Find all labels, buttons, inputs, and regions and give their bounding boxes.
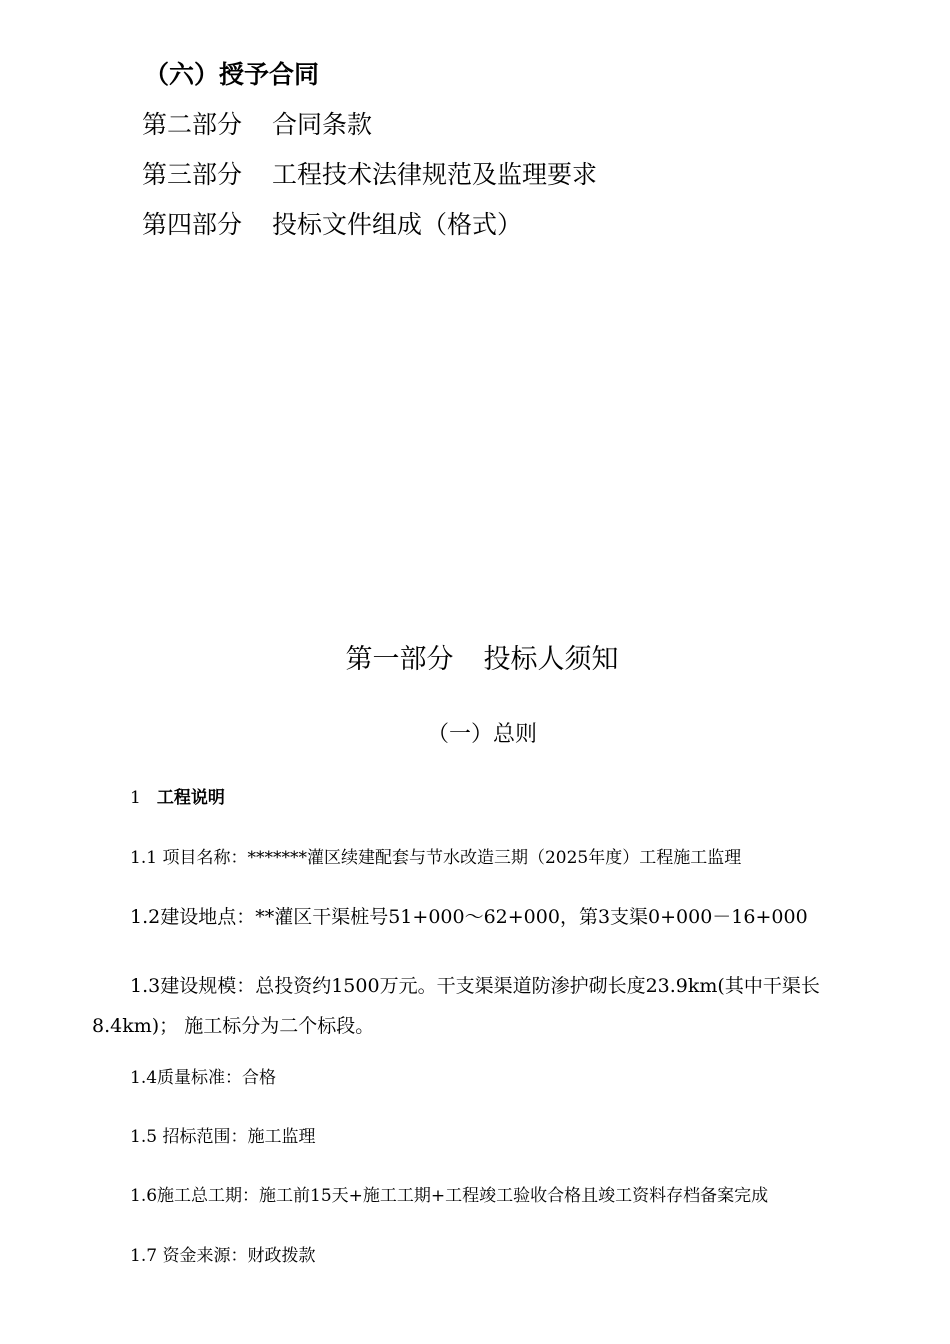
part-one-title <box>0 646 950 673</box>
subsection-heading <box>130 790 225 807</box>
toc-heading: （六）授予合同 <box>144 60 320 89</box>
toc-entry-title: 投标文件组成（格式） <box>272 210 523 239</box>
toc-entry-title: 合同条款 <box>272 110 373 139</box>
item-funding: 1.7 资金来源：财政拨款 <box>130 1246 316 1266</box>
item-scale: 1.3建设规模：总投资约1500万元。干支渠渠道防渗护砌长度23.9km(其中干渠长8.4km)； 施工标分为二个标段。 <box>92 975 820 1037</box>
item-scope: 1.5 招标范围：施工监理 <box>130 1127 316 1147</box>
part-one-label: 第一部分 <box>345 644 454 675</box>
toc-entry-part-label: 第四部分 <box>142 210 243 239</box>
toc-entry-part-label: 第三部分 <box>142 160 243 189</box>
item-location: 1.2建设地点：**灌区干渠桩号51+000～62+000，第3支渠0+000－16+000 <box>130 906 808 928</box>
toc-entry-part-label: 第二部分 <box>142 110 243 139</box>
toc-entry-part-three <box>142 162 597 187</box>
part-one-name: 投标人须知 <box>483 644 619 675</box>
toc-entry-title: 工程技术法律规范及监理要求 <box>272 160 598 189</box>
section-general-title: （一）总则 <box>426 722 537 747</box>
toc-entry-part-four <box>142 212 522 237</box>
item-duration: 1.6施工总工期：施工前15天+施工工期+工程竣工验收合格且竣工资料存档备案完成 <box>130 1186 769 1206</box>
item-project-name: 1.1 项目名称：*******灌区续建配套与节水改造三期（2025年度）工程施工监理 <box>130 848 742 868</box>
subsection-title: 工程说明 <box>156 788 225 808</box>
toc-entry-part-two <box>142 112 372 137</box>
subsection-number: 1 <box>130 788 141 808</box>
item-quality: 1.4质量标准：合格 <box>130 1068 277 1088</box>
